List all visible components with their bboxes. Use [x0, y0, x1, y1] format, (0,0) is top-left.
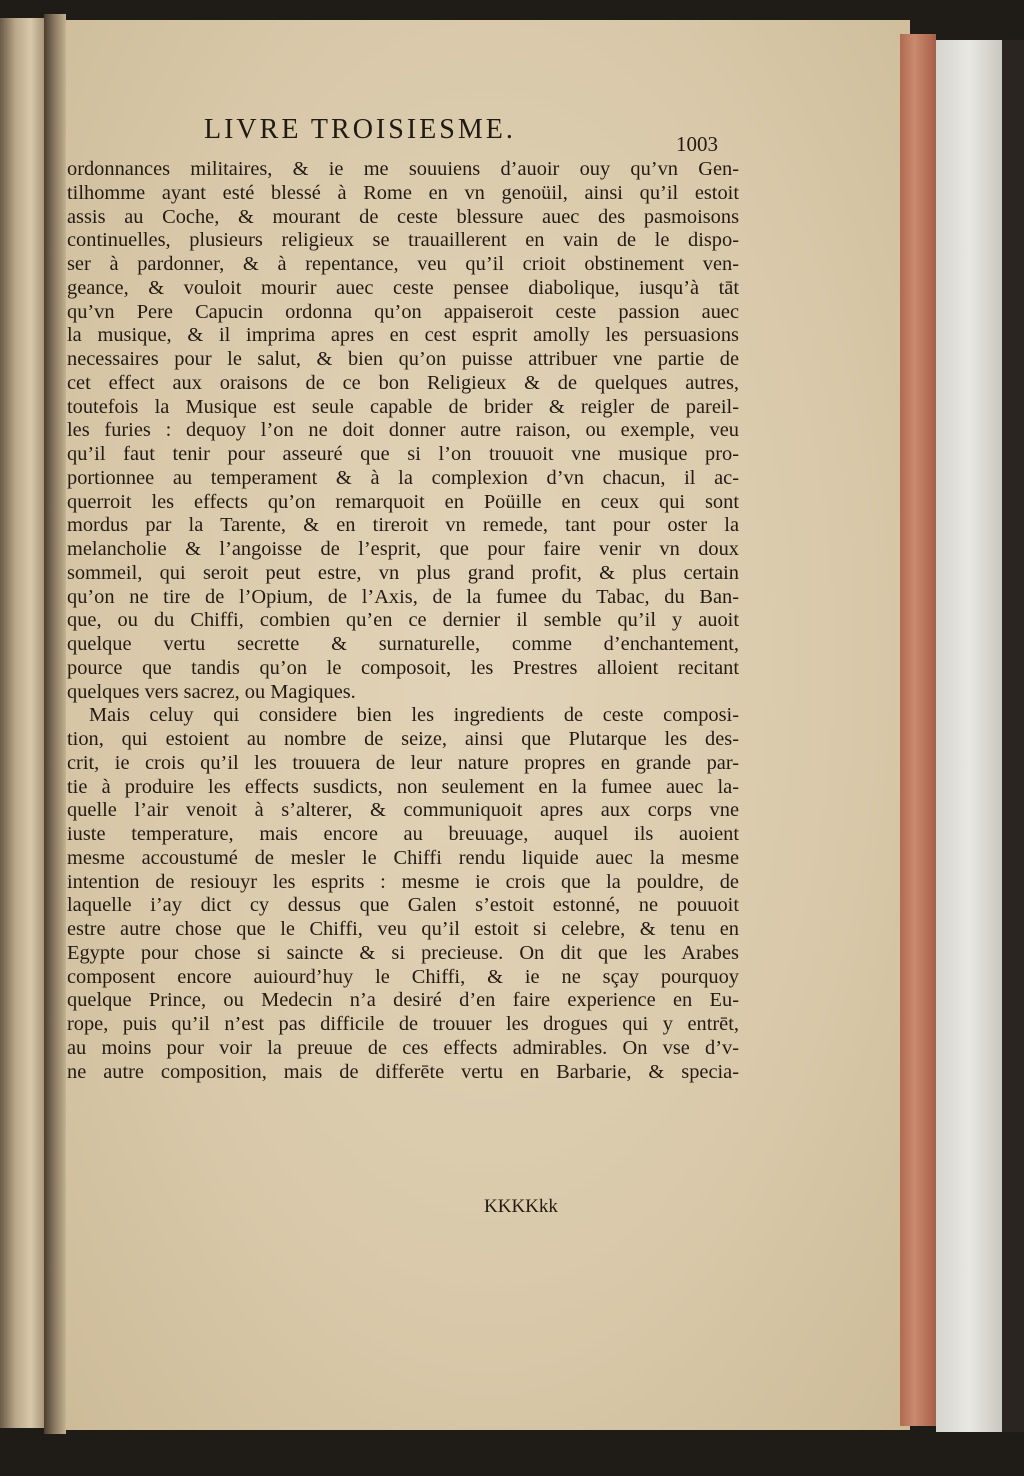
fragment [4, 957, 38, 981]
text-line: tie à produire les effects susdicts, non seulement en la fumee auec la- [67, 775, 739, 798]
text-line: iuste temperature, mais encore au breuuage, auquel ils auoient [67, 823, 739, 845]
fragment [4, 1169, 38, 1193]
binding-gutter [44, 14, 66, 1434]
fragment [4, 886, 38, 910]
fragment [4, 485, 38, 509]
fragment [4, 721, 38, 745]
text-line: quelques vers sacrez, ou Magiques. [67, 680, 356, 703]
fragment [4, 390, 38, 414]
running-head: LIVRE TROISIESME. [204, 114, 516, 145]
text-line: les furies : dequoy l’on ne doit donner autre raison, ou exemple, veu [67, 419, 739, 442]
fragment [4, 980, 38, 1004]
fragment [4, 1098, 38, 1122]
fragment [4, 1027, 38, 1051]
fragment [4, 202, 38, 226]
fragment [4, 650, 38, 674]
page-number: 1003 [676, 132, 718, 156]
body-text [67, 158, 739, 1084]
fragment [4, 815, 38, 839]
text-line: crit, ie crois qu’il les trouuera de leur nature propres en grande par- [67, 751, 739, 774]
text-line: pource que tandis qu’on le composoit, les Prestres alloient recitant [67, 656, 739, 679]
fragment [4, 1381, 38, 1405]
fragment [4, 697, 38, 721]
text-line: ordonnances militaires, & ie me souuiens d’auoir ouy qu’vn Gen- [67, 158, 739, 180]
text-line: portionnee au temperament & à la complexion d’vn chacun, il ac- [67, 466, 739, 489]
text-line: intention de resiouyr les esprits : mesme ie crois que la pouldre, de [67, 870, 739, 893]
facing-page-fragments [4, 178, 38, 1476]
fragment [4, 579, 38, 603]
text-line: melancholie & l’angoisse de l’esprit, que pour faire venir vn doux [67, 538, 739, 560]
background-edge [1002, 40, 1024, 1432]
fragment [4, 1405, 38, 1429]
fragment [4, 461, 38, 485]
fragment [4, 1334, 38, 1358]
fragment [4, 1358, 38, 1382]
fragment [4, 1145, 38, 1169]
text-line: continuelles, plusieurs religieux se trauaillerent en vain de le dispo- [67, 229, 739, 252]
text-line: quelque Prince, ou Medecin n’a desiré d’en faire experience en Eu- [67, 989, 739, 1012]
text-line: mordus par la Tarente, & en tireroit vn remede, tant pour oster la [67, 514, 739, 537]
fragment [4, 343, 38, 367]
fragment [4, 933, 38, 957]
signature-mark: KKKKkk [484, 1196, 558, 1217]
text-line: cet effect aux oraisons de ce bon Religieux & de quelques autres, [67, 371, 739, 394]
text-line: necessaires pour le salut, & bien qu’on puisse attribuer vne partie de [67, 348, 739, 370]
text-line: laquelle i’ay dict cy dessus que Galen s’estoit estonné, ne pouuoit [67, 894, 739, 917]
fragment [4, 508, 38, 532]
text-line: assis au Coche, & mourant de ceste blessure auec des pasmoisons [67, 205, 739, 228]
text-line: ser à pardonner, & à repentance, veu qu’il crioit obstinement ven- [67, 253, 739, 275]
fragment [4, 296, 38, 320]
fragment [4, 1452, 38, 1476]
text-line: sommeil, qui seroit peut estre, vn plus grand profit, & plus certain [67, 561, 739, 584]
fragment [4, 744, 38, 768]
fragment [4, 1428, 38, 1452]
text-line: querroit les effects qu’on remarquoit en Poüille en ceux qui sont [67, 490, 739, 513]
text-line: ne autre composition, mais de differēte vertu en Barbarie, & specia- [67, 1060, 739, 1083]
fragment [4, 1263, 38, 1287]
text-line: estre autre chose que le Chiffi, veu qu’il estoit si celebre, & tenu en [67, 918, 739, 940]
fragment [4, 1287, 38, 1311]
fragment [4, 556, 38, 580]
text-line: composent encore auiourd’huy le Chiffi, & ie ne sçay pourquoy [67, 965, 739, 988]
facing-page-edge [0, 18, 44, 1428]
fragment [4, 862, 38, 886]
text-line: Mais celuy qui considere bien les ingredients de ceste composi- [89, 704, 739, 727]
fragment [4, 673, 38, 697]
fragment [4, 1240, 38, 1264]
text-line: quelle l’air venoit à s’alterer, & communiquoit apres aux corps vne [67, 799, 739, 822]
text-line: tilhomme ayant esté blessé à Rome en vn genoüil, ainsi qu’il estoit [67, 181, 739, 204]
text-line: mesme accoustumé de mesler le Chiffi rendu liquide auec la mesme [67, 846, 739, 869]
text-line: qu’on ne tire de l’Opium, de l’Axis, de la fumee du Tabac, du Ban- [67, 585, 739, 608]
fragment [4, 1004, 38, 1028]
fragment [4, 1051, 38, 1075]
fragment [4, 626, 38, 650]
fragment [4, 414, 38, 438]
text-line: tion, qui estoient au nombre de seize, ainsi que Plutarque les des- [67, 728, 739, 750]
page-edge-red [900, 34, 936, 1426]
text-line: la musique, & il imprima apres en cest esprit amolly les persuasions [67, 324, 739, 347]
fragment [4, 438, 38, 462]
fragment [4, 768, 38, 792]
fragment [4, 791, 38, 815]
fragment [4, 603, 38, 627]
fragment [4, 249, 38, 273]
text-line: toutefois la Musique est seule capable de brider & reigler de pareil- [67, 395, 739, 418]
fragment [4, 1075, 38, 1099]
text-line: quelque vertu secrette & surnaturelle, comme d’enchantement, [67, 633, 739, 655]
text-line: geance, & vouloit mourir auec ceste pensee diabolique, iusqu’à tāt [67, 276, 739, 299]
page-header [66, 112, 910, 156]
fragment [4, 272, 38, 296]
text-line: que, ou du Chiffi, combien qu’en ce dernier il semble qu’il y auoit [67, 609, 739, 632]
fragment [4, 1216, 38, 1240]
fragment [4, 1193, 38, 1217]
text-line: rope, puis qu’il n’est pas difficile de trouuer les drogues qui y entrēt, [67, 1013, 739, 1035]
fragment [4, 320, 38, 344]
text-line: qu’il faut tenir pour asseuré que si l’on trouuoit vne musique pro- [67, 443, 739, 465]
fragment [4, 225, 38, 249]
fragment [4, 178, 38, 202]
fragment [4, 1311, 38, 1335]
page-edge-white [936, 40, 1002, 1432]
fragment [4, 909, 38, 933]
fragment [4, 367, 38, 391]
fragment [4, 839, 38, 863]
text-line: Egypte pour chose si saincte & si precieuse. On dit que les Arabes [67, 941, 739, 964]
text-line: qu’vn Pere Capucin ordonna qu’on appaiseroit ceste passion auec [67, 300, 739, 323]
fragment [4, 532, 38, 556]
fragment [4, 1122, 38, 1146]
text-line: au moins pour voir la preuue de ces effects admirables. On vse d’v- [67, 1036, 739, 1059]
